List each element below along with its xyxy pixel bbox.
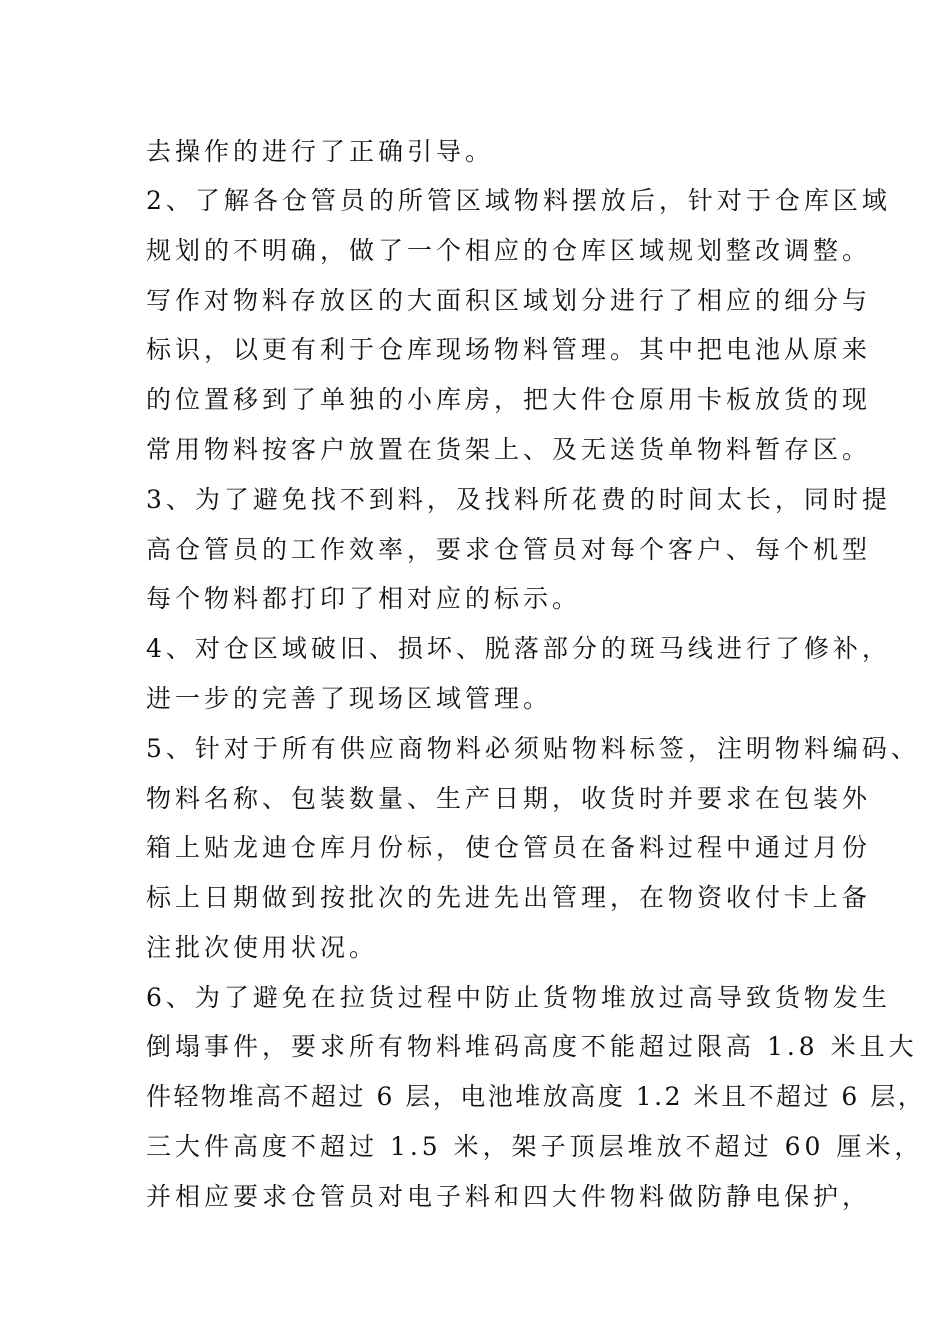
text-line: 标识，以更有利于仓库现场物料管理。其中把电池从原来 xyxy=(146,335,872,364)
text-line: 写作对物料存放区的大面积区域划分进行了相应的细分与 xyxy=(146,286,872,315)
text-line: 件轻物堆高不超过 6 层，电池堆放高度 1.2 米且不超过 6 层， xyxy=(146,1082,926,1111)
text-line: 常用物料按客户放置在货架上、及无送货单物料暂存区。 xyxy=(146,435,872,464)
text-line: 6、为了避免在拉货过程中防止货物堆放过高导致货物发生 xyxy=(146,983,891,1012)
text-line: 标上日期做到按批次的先进先出管理，在物资收付卡上备 xyxy=(146,883,872,912)
text-line: 高仓管员的工作效率，要求仓管员对每个客户、每个机型 xyxy=(146,535,872,564)
text-line: 每个物料都打印了相对应的标示。 xyxy=(146,584,582,613)
text-line: 进一步的完善了现场区域管理。 xyxy=(146,684,553,713)
text-line: 箱上贴龙迪仓库月份标，使仓管员在备料过程中通过月份 xyxy=(146,833,872,862)
text-line: 并相应要求仓管员对电子料和四大件物料做防静电保护， xyxy=(146,1182,872,1211)
text-line: 5、针对于所有供应商物料必须贴物料标签，注明物料编码、 xyxy=(146,734,920,763)
text-line: 3、为了避免找不到料，及找料所花费的时间太长，同时提 xyxy=(146,485,891,514)
text-line: 规划的不明确，做了一个相应的仓库区域规划整改调整。 xyxy=(146,236,872,265)
text-line: 去操作的进行了正确引导。 xyxy=(146,137,495,166)
text-line: 的位置移到了单独的小库房，把大件仓原用卡板放货的现 xyxy=(146,385,872,414)
text-line: 物料名称、包装数量、生产日期，收货时并要求在包装外 xyxy=(146,784,872,813)
text-line: 注批次使用状况。 xyxy=(146,933,379,962)
text-line: 倒塌事件，要求所有物料堆码高度不能超过限高 1.8 米且大 xyxy=(146,1032,918,1061)
text-line: 4、对仓区域破旧、损坏、脱落部分的斑马线进行了修补， xyxy=(146,634,891,663)
text-line: 2、了解各仓管员的所管区域物料摆放后，针对于仓库区域 xyxy=(146,186,891,215)
text-line: 三大件高度不超过 1.5 米，架子顶层堆放不超过 60 厘米， xyxy=(146,1132,924,1161)
